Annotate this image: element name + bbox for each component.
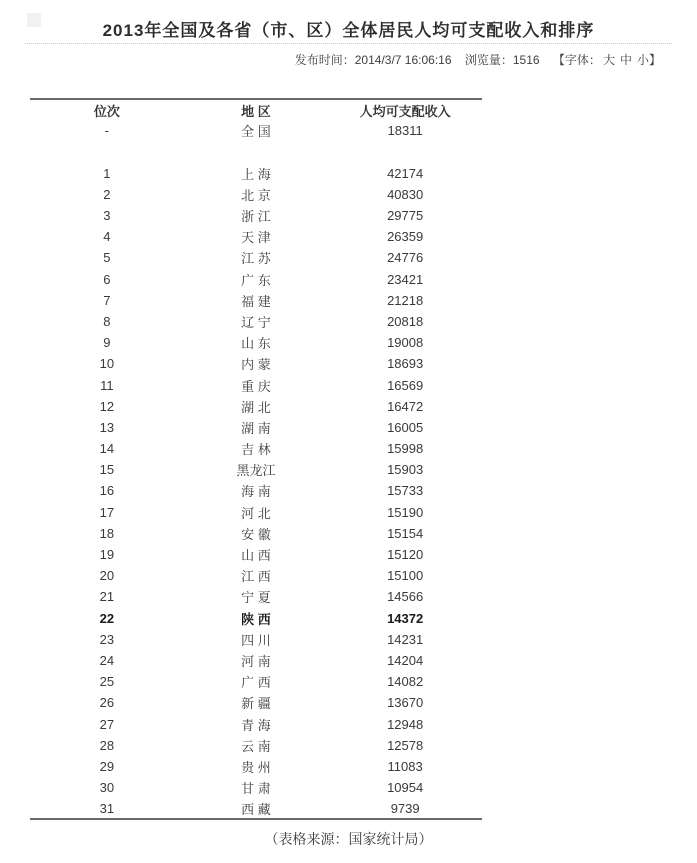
- income-cell: 18693: [387, 356, 424, 372]
- income-cell: 19008: [387, 335, 424, 351]
- publish-time-value: 2014/3/7 16:06:16: [354, 53, 452, 67]
- table-row: [30, 608, 482, 629]
- table-row: [30, 692, 482, 713]
- region-cell: 江 苏: [241, 251, 271, 267]
- table-row: [30, 163, 482, 184]
- income-cell: 14204: [387, 652, 424, 668]
- region-cell: 上 海: [241, 166, 271, 182]
- table-row: [30, 777, 482, 798]
- region-cell: 浙 江: [241, 209, 271, 225]
- rank-cell: 23: [99, 631, 115, 647]
- table-row: [30, 290, 482, 311]
- region-cell: 内 蒙: [241, 357, 271, 373]
- table-row: [30, 480, 482, 501]
- rank-cell: 17: [99, 504, 115, 520]
- income-cell: 13670: [387, 695, 424, 711]
- rank-cell: 28: [99, 737, 115, 753]
- income-cell: 12578: [387, 737, 424, 753]
- rank-cell: 11: [100, 377, 114, 393]
- region-cell: 云 南: [241, 738, 271, 754]
- rank-cell: 30: [99, 780, 115, 796]
- region-cell: 广 西: [241, 675, 271, 691]
- income-ranking-table: [30, 98, 482, 820]
- rank-cell: 15: [99, 462, 115, 478]
- table-row: [30, 544, 482, 565]
- table-row: [30, 353, 482, 374]
- income-cell: 9739: [390, 800, 420, 816]
- publish-meta-line: [0, 44, 697, 68]
- income-cell: 15120: [387, 547, 424, 563]
- table-row: [30, 247, 482, 268]
- income-cell: 42174: [387, 165, 424, 181]
- region-cell: 全 国: [241, 124, 271, 140]
- publish-time-label: 发布时间：: [294, 53, 355, 67]
- income-cell: 15154: [387, 525, 424, 541]
- region-cell: 四 川: [241, 632, 271, 648]
- table-row: [30, 586, 482, 607]
- region-cell: 宁 夏: [241, 590, 271, 606]
- table-row: [30, 396, 482, 417]
- region-cell: 甘 肃: [241, 781, 271, 797]
- table-row: [30, 438, 482, 459]
- rank-cell: 25: [99, 674, 115, 690]
- region-column-header: 地 区: [241, 103, 271, 119]
- region-cell: 河 北: [241, 505, 271, 521]
- income-cell: 14082: [387, 674, 424, 690]
- page-title: 2013年全国及各省（市、区）全体居民人均可支配收入和排序: [102, 21, 595, 40]
- income-cell: 12948: [387, 716, 424, 732]
- decorative-square: [27, 13, 41, 27]
- rank-cell: 4: [103, 229, 111, 245]
- region-cell: 湖 北: [241, 399, 271, 415]
- region-cell: 湖 南: [241, 420, 271, 436]
- region-cell: 安 徽: [241, 526, 271, 542]
- region-cell: 新 疆: [241, 696, 271, 712]
- spacer-row: [30, 141, 482, 162]
- views-label: 浏览量：: [464, 53, 513, 67]
- income-cell: 20818: [387, 313, 424, 329]
- rank-cell: 9: [103, 335, 111, 351]
- income-cell: 21218: [387, 292, 424, 308]
- income-cell: 11083: [387, 758, 423, 774]
- income-cell: 23421: [387, 271, 424, 287]
- rank-cell: 5: [103, 250, 111, 266]
- income-table-body: [30, 120, 482, 819]
- region-cell: 天 津: [241, 230, 271, 246]
- font-size-label-close: 】: [648, 53, 661, 67]
- income-cell: 15190: [387, 504, 424, 520]
- region-cell: 西 藏: [241, 801, 271, 817]
- table-row: [30, 120, 482, 141]
- table-row: [30, 650, 482, 671]
- table-row: [30, 713, 482, 734]
- income-cell: 15733: [387, 483, 424, 499]
- region-cell: 黑龙江: [236, 463, 276, 479]
- rank-cell: 8: [103, 313, 111, 329]
- income-cell: 16005: [387, 419, 424, 435]
- table-row: [30, 374, 482, 395]
- rank-cell: 10: [99, 356, 115, 372]
- income-cell: 14566: [387, 589, 424, 605]
- table-row: [30, 332, 482, 353]
- rank-cell: 2: [103, 186, 111, 202]
- rank-cell: 27: [99, 716, 115, 732]
- rank-cell: 7: [103, 292, 111, 308]
- region-cell: 吉 林: [241, 442, 271, 458]
- rank-cell: 12: [99, 398, 115, 414]
- table-header-row: [30, 99, 482, 120]
- table-row: [30, 671, 482, 692]
- region-cell: 江 西: [241, 569, 271, 585]
- table-row: [30, 459, 482, 480]
- rank-cell: 31: [99, 800, 115, 816]
- income-cell: 15998: [387, 441, 424, 457]
- rank-cell: 29: [99, 758, 115, 774]
- region-cell: 海 南: [241, 484, 271, 500]
- region-cell: 河 南: [241, 653, 271, 669]
- region-cell: 青 海: [241, 717, 271, 733]
- font-size-large-link[interactable]: 大: [602, 53, 615, 67]
- table-row: [30, 565, 482, 586]
- income-cell: 16472: [387, 398, 424, 414]
- rank-cell: 1: [103, 165, 111, 181]
- table-row: [30, 756, 482, 777]
- rank-column-header: 位次: [93, 103, 120, 119]
- income-cell: 24776: [387, 250, 424, 266]
- table-row: [30, 735, 482, 756]
- table-row: [30, 184, 482, 205]
- font-size-label-open: 【字体：: [552, 53, 601, 67]
- font-size-small-link[interactable]: 小: [636, 53, 649, 67]
- rank-cell: 20: [99, 568, 115, 584]
- rank-cell: 3: [103, 208, 111, 224]
- region-cell: 辽 宁: [241, 314, 271, 330]
- views-count: 1516: [512, 53, 540, 67]
- table-row: [30, 629, 482, 650]
- table-row: [30, 226, 482, 247]
- table-row: [30, 523, 482, 544]
- rank-cell: -: [104, 123, 109, 139]
- region-cell: 重 庆: [241, 378, 271, 394]
- income-cell: 10954: [387, 780, 424, 796]
- rank-cell: 13: [99, 419, 115, 435]
- region-cell: 贵 州: [241, 759, 271, 775]
- rank-cell: 26: [99, 695, 115, 711]
- region-cell: 北 京: [241, 187, 271, 203]
- font-size-medium-link[interactable]: 中: [619, 53, 632, 67]
- region-cell: 福 建: [241, 293, 271, 309]
- region-cell: 山 西: [241, 548, 271, 564]
- rank-cell: 24: [99, 652, 115, 668]
- income-cell: 15903: [387, 462, 424, 478]
- income-cell: 29775: [387, 208, 424, 224]
- table-source-note: （表格来源：国家统计局）: [264, 831, 433, 848]
- rank-cell: 22: [99, 610, 115, 626]
- region-cell: 广 东: [241, 272, 271, 288]
- table-row: [30, 269, 482, 290]
- rank-cell: 14: [99, 441, 115, 457]
- rank-cell: 19: [99, 547, 115, 563]
- income-cell: 40830: [387, 186, 424, 202]
- income-column-header: 人均可支配收入: [359, 103, 451, 119]
- table-row: [30, 502, 482, 523]
- income-cell: 18311: [387, 123, 423, 139]
- income-cell: 15100: [387, 568, 424, 584]
- region-cell: 山 东: [241, 336, 271, 352]
- income-cell: 14372: [387, 610, 424, 626]
- rank-cell: 21: [99, 589, 115, 605]
- income-cell: 16569: [387, 377, 424, 393]
- income-cell: 14231: [387, 631, 424, 647]
- rank-cell: 16: [99, 483, 115, 499]
- table-row: [30, 417, 482, 438]
- rank-cell: 6: [103, 271, 111, 287]
- table-row: [30, 798, 482, 819]
- region-cell: 陕 西: [241, 611, 271, 627]
- income-cell: 26359: [387, 229, 424, 245]
- table-row: [30, 311, 482, 332]
- rank-cell: 18: [99, 525, 115, 541]
- table-row: [30, 205, 482, 226]
